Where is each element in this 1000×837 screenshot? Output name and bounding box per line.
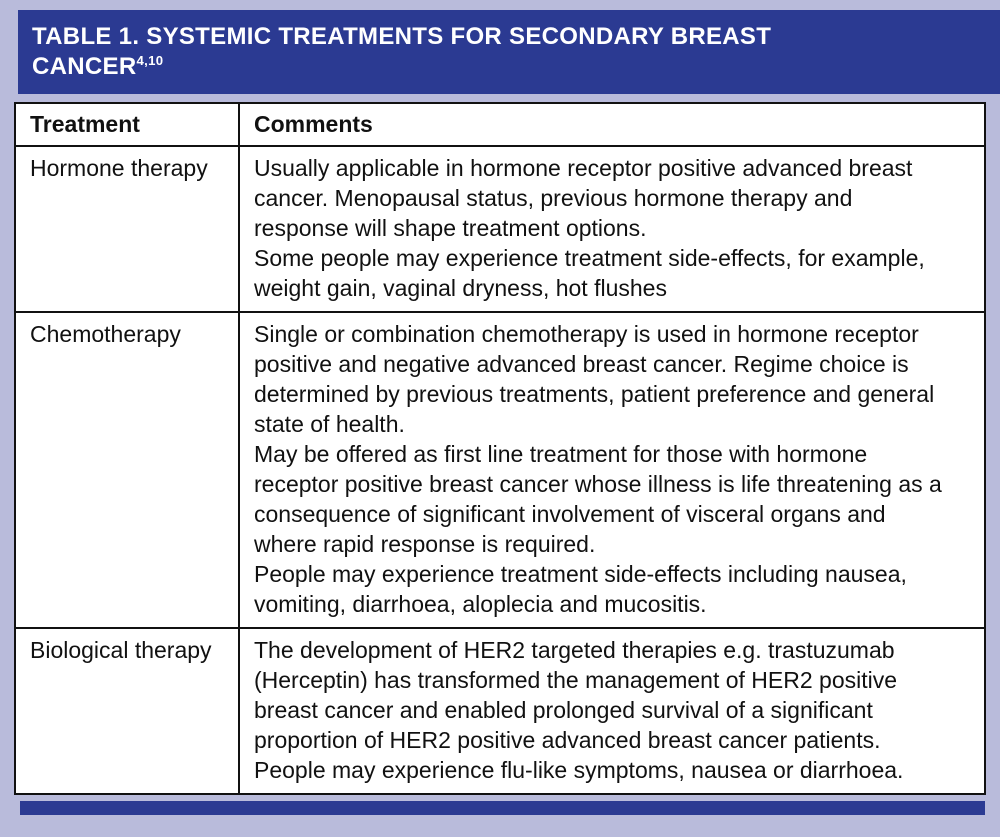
- table-title: [32, 22, 792, 82]
- comment-paragraph: People may experience treatment side-effects including nausea, vomiting, diarrhoea, aloplecia and mucositis.: [254, 561, 907, 617]
- table-row-biological-therapy: [15, 628, 985, 794]
- comment-paragraph: Single or combination chemotherapy is used in hormone receptor positive and negative advanced breast cancer. Regime choice is determined by previous treatments, patient preference and general state of health.: [254, 321, 935, 437]
- comment-paragraph: May be offered as first line treatment for those with hormone receptor positive breast cancer whose illness is life threatening as a consequence of significant involvement of visceral organs and where rapid response is required.: [254, 441, 942, 557]
- treatment-cell: Hormone therapy: [15, 146, 239, 312]
- treatments-table: [14, 102, 986, 795]
- comment-paragraph: Usually applicable in hormone receptor positive advanced breast cancer. Menopausal status, previous hormone therapy and response will shape treatment options.: [254, 155, 913, 241]
- table-header-row: [15, 103, 985, 146]
- comment-paragraph: Some people may experience treatment side-effects, for example, weight gain, vaginal dryness, hot flushes: [254, 245, 925, 301]
- table-row-chemotherapy: [15, 312, 985, 628]
- table-title-band: [18, 10, 1000, 94]
- treatment-column-header: Treatment: [15, 103, 239, 146]
- comments-cell: [239, 628, 985, 794]
- comments-column-header: Comments: [239, 103, 985, 146]
- bottom-accent-bar: [20, 801, 985, 815]
- treatment-cell: Biological therapy: [15, 628, 239, 794]
- comment-paragraph: People may experience flu-like symptoms, nausea or diarrhoea.: [254, 757, 904, 783]
- treatment-cell: Chemotherapy: [15, 312, 239, 628]
- comments-cell: [239, 312, 985, 628]
- comments-cell: [239, 146, 985, 312]
- table-title-text: TABLE 1. SYSTEMIC TREATMENTS FOR SECONDARY BREAST CANCER: [32, 23, 772, 80]
- table-row-hormone-therapy: [15, 146, 985, 312]
- table-title-reference: 4,10: [136, 53, 164, 68]
- comment-paragraph: The development of HER2 targeted therapies e.g. trastuzumab (Herceptin) has transformed the management of HER2 positive breast cancer and enabled prolonged survival of a significant proportion of HER2 positive advanced breast cancer patients.: [254, 637, 898, 753]
